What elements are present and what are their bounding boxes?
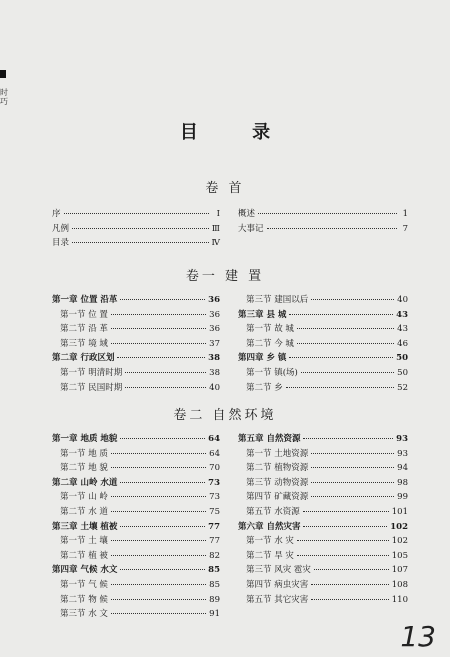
toc-entry-label: 第六章 自然灾害 (238, 521, 301, 532)
toc-entry-page: 40 (397, 295, 408, 305)
toc-entry-page: 38 (209, 367, 220, 378)
dot-leader (117, 356, 205, 358)
toc-entry-label: 第四章 气候 水文 (52, 565, 118, 576)
toc-entry-page: 102 (391, 536, 408, 547)
binding-edge-mark (0, 70, 6, 78)
toc-entry-label: 第五章 自然资源 (238, 434, 301, 444)
toc-entry (52, 366, 220, 381)
toc-entry (238, 222, 408, 237)
toc-entry (238, 549, 408, 564)
toc-entry-page: 77 (208, 521, 220, 532)
dot-leader (120, 437, 205, 439)
toc-entry-label: 第二节 植物资源 (246, 463, 309, 474)
toc-entry-page: 99 (397, 492, 408, 503)
toc-entry-label: 第三节 境 域 (60, 338, 108, 349)
dot-leader (125, 371, 206, 373)
toc-entry-page: 94 (397, 463, 408, 474)
toc-entry-label: 第二节 植 被 (60, 550, 108, 561)
toc-entry-page: 93 (397, 448, 408, 459)
dot-leader (301, 371, 394, 373)
toc-entry (52, 563, 220, 578)
toc-entry-page: 38 (208, 353, 220, 364)
dot-leader (111, 327, 206, 329)
toc-entry-label: 第四章 乡 镇 (238, 353, 287, 364)
toc-entry-label: 概述 (238, 209, 256, 219)
toc-entry (238, 337, 408, 352)
toc-entry-label: 目录 (52, 238, 70, 249)
dot-leader (72, 241, 208, 243)
toc-entry-label: 第二节 旱 灾 (246, 550, 294, 561)
toc-entry-label: 第三章 县 城 (238, 309, 287, 320)
toc-entry-page: 36 (209, 324, 220, 335)
toc-entry-label: 第二节 物 候 (60, 594, 108, 605)
toc-entry (238, 534, 408, 549)
dot-leader (297, 342, 394, 344)
dot-leader (311, 583, 389, 585)
toc-entry (52, 593, 220, 608)
toc-entry-label: 第四节 病虫灾害 (246, 579, 309, 590)
toc-entry-label: 第五节 其它灾害 (246, 594, 309, 605)
toc-entry (238, 578, 408, 593)
toc-entry-page: 36 (208, 295, 220, 305)
dot-leader (111, 313, 206, 315)
prelude-left-column (52, 207, 220, 251)
toc-entry-label: 第二节 乡 (246, 382, 283, 393)
toc-entry-page: 101 (391, 506, 408, 517)
dot-leader (111, 583, 206, 585)
dot-leader (297, 554, 389, 556)
dot-leader (289, 313, 393, 315)
toc-entry (238, 432, 408, 447)
dot-leader (303, 437, 393, 439)
toc-entry-page: 43 (397, 324, 408, 335)
toc-entry-label: 第三节 建国以后 (246, 295, 309, 305)
dot-leader (111, 598, 206, 600)
dot-leader (303, 525, 387, 527)
toc-entry-page: 89 (209, 594, 220, 605)
toc-entry-label: 第一章 位置 沿革 (52, 295, 118, 305)
dot-leader (297, 539, 389, 541)
toc-entry-label: 第二节 今 城 (246, 338, 294, 349)
toc-entry-label: 第一节 山 岭 (60, 492, 108, 503)
dot-leader (125, 386, 206, 388)
toc-entry-page: 102 (390, 521, 408, 532)
toc-entry-label: 第一节 水 灾 (246, 536, 294, 547)
toc-entry-label: 第二章 行政区划 (52, 353, 115, 364)
toc-entry (52, 607, 220, 622)
toc-entry-page: 52 (397, 382, 408, 393)
toc-entry-page: 85 (209, 579, 220, 590)
toc-entry-label: 第一节 土 壤 (60, 536, 108, 547)
toc-entry-label: 第二节 民国时期 (60, 382, 123, 393)
toc-entry (52, 549, 220, 564)
toc-entry-page: 82 (209, 550, 220, 561)
toc-entry (238, 461, 408, 476)
toc-entry (52, 476, 220, 491)
dot-leader (258, 212, 397, 214)
dot-leader (111, 466, 206, 468)
dot-leader (111, 612, 206, 614)
toc-entry-page: 70 (209, 463, 220, 474)
toc-entry (238, 505, 408, 520)
toc-entry (238, 563, 408, 578)
toc-entry (52, 308, 220, 323)
toc-entry-page: 77 (209, 536, 220, 547)
dot-leader (311, 466, 394, 468)
toc-entry (238, 381, 408, 396)
toc-entry (238, 207, 408, 222)
toc-entry-page: 36 (209, 309, 220, 320)
toc-entry (52, 520, 220, 535)
toc-entry-page: 50 (396, 353, 408, 364)
toc-entry-page: 91 (209, 609, 220, 620)
toc-entry-page: 108 (391, 579, 408, 590)
toc-entry-page: Ⅳ (211, 238, 220, 249)
toc-entry-label: 第一节 位 置 (60, 309, 108, 320)
toc-entry-label: 第三节 风灾 雹灾 (246, 565, 311, 576)
toc-entry-label: 第四节 矿藏资源 (246, 492, 309, 503)
toc-entry-label: 第一节 气 候 (60, 579, 108, 590)
vol1-left-column (52, 293, 220, 395)
toc-entry-label: 大事记 (238, 223, 264, 234)
dot-leader (286, 386, 394, 388)
toc-entry (238, 476, 408, 491)
page-title: 目 录 (179, 122, 295, 143)
dot-leader (314, 568, 389, 570)
toc-entry-label: 第一节 明清时期 (60, 367, 123, 378)
toc-entry-page: 64 (208, 434, 220, 444)
toc-entry (52, 461, 220, 476)
vol1-heading: 卷一 建 置 (185, 269, 265, 284)
dot-leader (120, 481, 205, 483)
toc-entry (238, 520, 408, 535)
toc-entry-page: 1 (402, 209, 408, 219)
toc-entry-label: 第二节 沿 革 (60, 324, 108, 335)
prelude-right-column (238, 207, 408, 236)
toc-entry-page: 43 (396, 309, 408, 320)
vol1-right-column (238, 293, 408, 395)
toc-entry-label: 第一节 故 城 (246, 324, 294, 335)
binding-edge-text: 时巧 (0, 88, 8, 106)
toc-entry-label: 凡例 (52, 223, 70, 234)
dot-leader (64, 212, 209, 214)
toc-entry (238, 351, 408, 366)
toc-entry-label: 第三节 水 文 (60, 609, 108, 620)
toc-entry (52, 236, 220, 251)
toc-entry-page: Ⅲ (211, 223, 220, 234)
toc-entry-page: 75 (209, 506, 220, 517)
toc-entry (52, 351, 220, 366)
dot-leader (303, 510, 389, 512)
toc-entry-page: 73 (209, 492, 220, 503)
toc-entry (238, 490, 408, 505)
toc-entry (52, 322, 220, 337)
toc-entry (52, 293, 220, 308)
toc-entry-page: 110 (391, 594, 408, 605)
dot-leader (120, 568, 205, 570)
toc-entry (238, 447, 408, 462)
dot-leader (120, 525, 205, 527)
dot-leader (72, 227, 209, 229)
toc-entry-page: 105 (391, 550, 408, 561)
toc-entry (52, 578, 220, 593)
vol2-left-column (52, 432, 220, 622)
toc-entry-page: 107 (391, 565, 408, 576)
dot-leader (311, 598, 389, 600)
dot-leader (111, 539, 206, 541)
dot-leader (311, 481, 394, 483)
toc-entry (52, 432, 220, 447)
toc-entry-label: 第二章 山岭 水道 (52, 477, 118, 488)
toc-entry-page: 7 (402, 223, 408, 234)
toc-entry-page: 50 (397, 367, 408, 378)
dot-leader (267, 227, 397, 229)
toc-entry-page: 64 (209, 448, 220, 459)
toc-entry-label: 第一节 镇(场) (246, 367, 298, 378)
dot-leader (311, 452, 394, 454)
toc-entry (52, 490, 220, 505)
toc-entry-page: 40 (209, 382, 220, 393)
toc-entry-label: 第一章 地质 地貌 (52, 434, 118, 444)
toc-entry (238, 293, 408, 308)
toc-entry-label: 第三章 土壤 植被 (52, 521, 118, 532)
toc-entry-page: 93 (396, 434, 408, 444)
dot-leader (111, 495, 206, 497)
toc-entry (52, 381, 220, 396)
vol2-right-column (238, 432, 408, 607)
handwritten-page-number: 13 (400, 620, 436, 653)
toc-entry-label: 第一节 土地资源 (246, 448, 309, 459)
vol2-heading: 卷二 自然环境 (173, 408, 277, 423)
toc-entry-page: 85 (208, 565, 220, 576)
toc-entry (238, 366, 408, 381)
toc-entry (52, 337, 220, 352)
dot-leader (297, 327, 394, 329)
toc-entry (52, 505, 220, 520)
dot-leader (111, 342, 206, 344)
toc-entry (238, 322, 408, 337)
toc-entry-page: 37 (209, 338, 220, 349)
toc-entry-page: 73 (208, 477, 220, 488)
dot-leader (311, 298, 394, 300)
toc-entry (52, 222, 220, 237)
toc-entry-label: 第五节 水资源 (246, 506, 300, 517)
toc-entry-label: 第二节 地 貌 (60, 463, 108, 474)
dot-leader (289, 356, 393, 358)
toc-entry-label: 第三节 动物资源 (246, 477, 309, 488)
toc-entry (52, 447, 220, 462)
dot-leader (311, 495, 394, 497)
dot-leader (111, 452, 206, 454)
toc-entry-page: 46 (397, 338, 408, 349)
toc-entry-page: 98 (397, 477, 408, 488)
toc-entry-page: Ⅰ (216, 209, 220, 219)
dot-leader (111, 554, 206, 556)
toc-entry (238, 593, 408, 608)
toc-entry (52, 207, 220, 222)
prelude-heading: 卷 首 (205, 181, 245, 196)
dot-leader (120, 298, 205, 300)
toc-entry-label: 第二节 水 道 (60, 506, 108, 517)
toc-entry-label: 序 (52, 209, 61, 219)
toc-entry-label: 第一节 地 质 (60, 448, 108, 459)
dot-leader (111, 510, 206, 512)
toc-entry (238, 308, 408, 323)
toc-entry (52, 534, 220, 549)
